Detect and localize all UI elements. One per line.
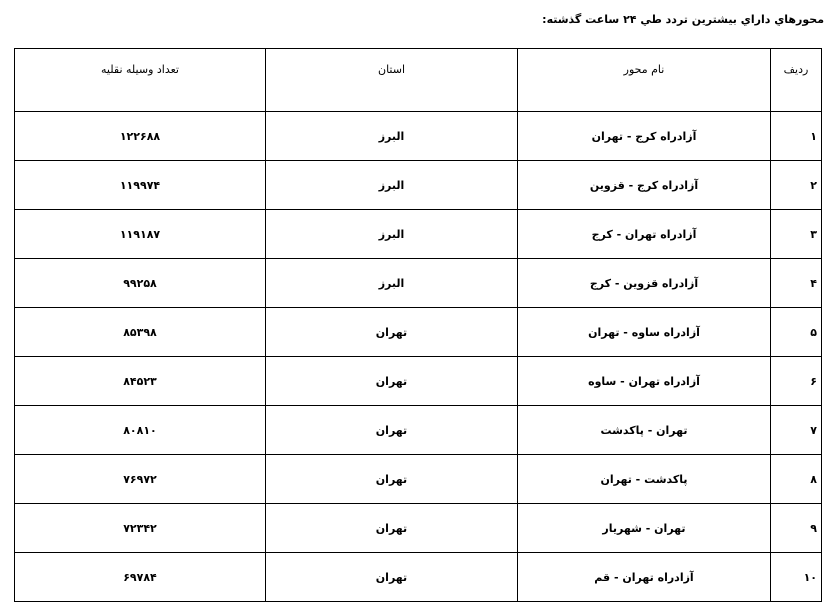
table-row [15, 504, 822, 553]
province-cell: البرز [266, 259, 518, 308]
province-cell: تهران [266, 406, 518, 455]
vehicle-count-cell: ۸۴۵۲۳ [15, 357, 266, 406]
table-row [15, 112, 822, 161]
table-row [15, 553, 822, 602]
vehicle-count-cell: ۸۰۸۱۰ [15, 406, 266, 455]
province-cell: تهران [266, 357, 518, 406]
road-name-cell: آزادراه کرج - تهران [518, 112, 771, 161]
vehicle-count-cell: ۸۵۳۹۸ [15, 308, 266, 357]
row-index-cell: ۳ [771, 210, 822, 259]
table-row [15, 259, 822, 308]
road-name-cell: آزادراه قزوین - کرج [518, 259, 771, 308]
table-caption: محورهاي داراي بيشترين تردد طي ۲۴ ساعت گذشته: [542, 13, 824, 26]
row-index-cell: ۶ [771, 357, 822, 406]
table-header-row [15, 49, 822, 112]
road-name-cell: تهران - پاکدشت [518, 406, 771, 455]
road-name-cell: آزادراه تهران - قم [518, 553, 771, 602]
vehicle-count-cell: ۱۲۲۶۸۸ [15, 112, 266, 161]
table-body [15, 112, 822, 602]
province-cell: تهران [266, 504, 518, 553]
province-cell: تهران [266, 553, 518, 602]
province-cell: تهران [266, 455, 518, 504]
road-name-cell: تهران - شهریار [518, 504, 771, 553]
vehicle-count-cell: ۶۹۷۸۴ [15, 553, 266, 602]
header-road-name: نام محور [518, 49, 771, 112]
road-name-cell: پاکدشت - تهران [518, 455, 771, 504]
row-index-cell: ۵ [771, 308, 822, 357]
row-index-cell: ۸ [771, 455, 822, 504]
table-row [15, 357, 822, 406]
table-row [15, 210, 822, 259]
table-row [15, 161, 822, 210]
row-index-cell: ۲ [771, 161, 822, 210]
province-cell: البرز [266, 161, 518, 210]
vehicle-count-cell: ۱۱۹۱۸۷ [15, 210, 266, 259]
table-row [15, 308, 822, 357]
road-name-cell: آزادراه کرج - قزوین [518, 161, 771, 210]
province-cell: البرز [266, 210, 518, 259]
province-cell: تهران [266, 308, 518, 357]
road-name-cell: آزادراه تهران - کرج [518, 210, 771, 259]
row-index-cell: ۱ [771, 112, 822, 161]
row-index-cell: ۱۰ [771, 553, 822, 602]
row-index-cell: ۷ [771, 406, 822, 455]
table-row [15, 455, 822, 504]
vehicle-count-cell: ۷۲۳۴۲ [15, 504, 266, 553]
row-index-cell: ۴ [771, 259, 822, 308]
header-province: استان [266, 49, 518, 112]
row-index-cell: ۹ [771, 504, 822, 553]
vehicle-count-cell: ۷۶۹۷۲ [15, 455, 266, 504]
vehicle-count-cell: ۱۱۹۹۷۴ [15, 161, 266, 210]
vehicle-count-cell: ۹۹۲۵۸ [15, 259, 266, 308]
header-vehicle-count: تعداد وسيله نقليه [15, 49, 266, 112]
table-row [15, 406, 822, 455]
road-name-cell: آزادراه تهران - ساوه [518, 357, 771, 406]
road-name-cell: آزادراه ساوه - تهران [518, 308, 771, 357]
traffic-table [14, 48, 822, 602]
province-cell: البرز [266, 112, 518, 161]
header-index: رديف [771, 49, 822, 112]
